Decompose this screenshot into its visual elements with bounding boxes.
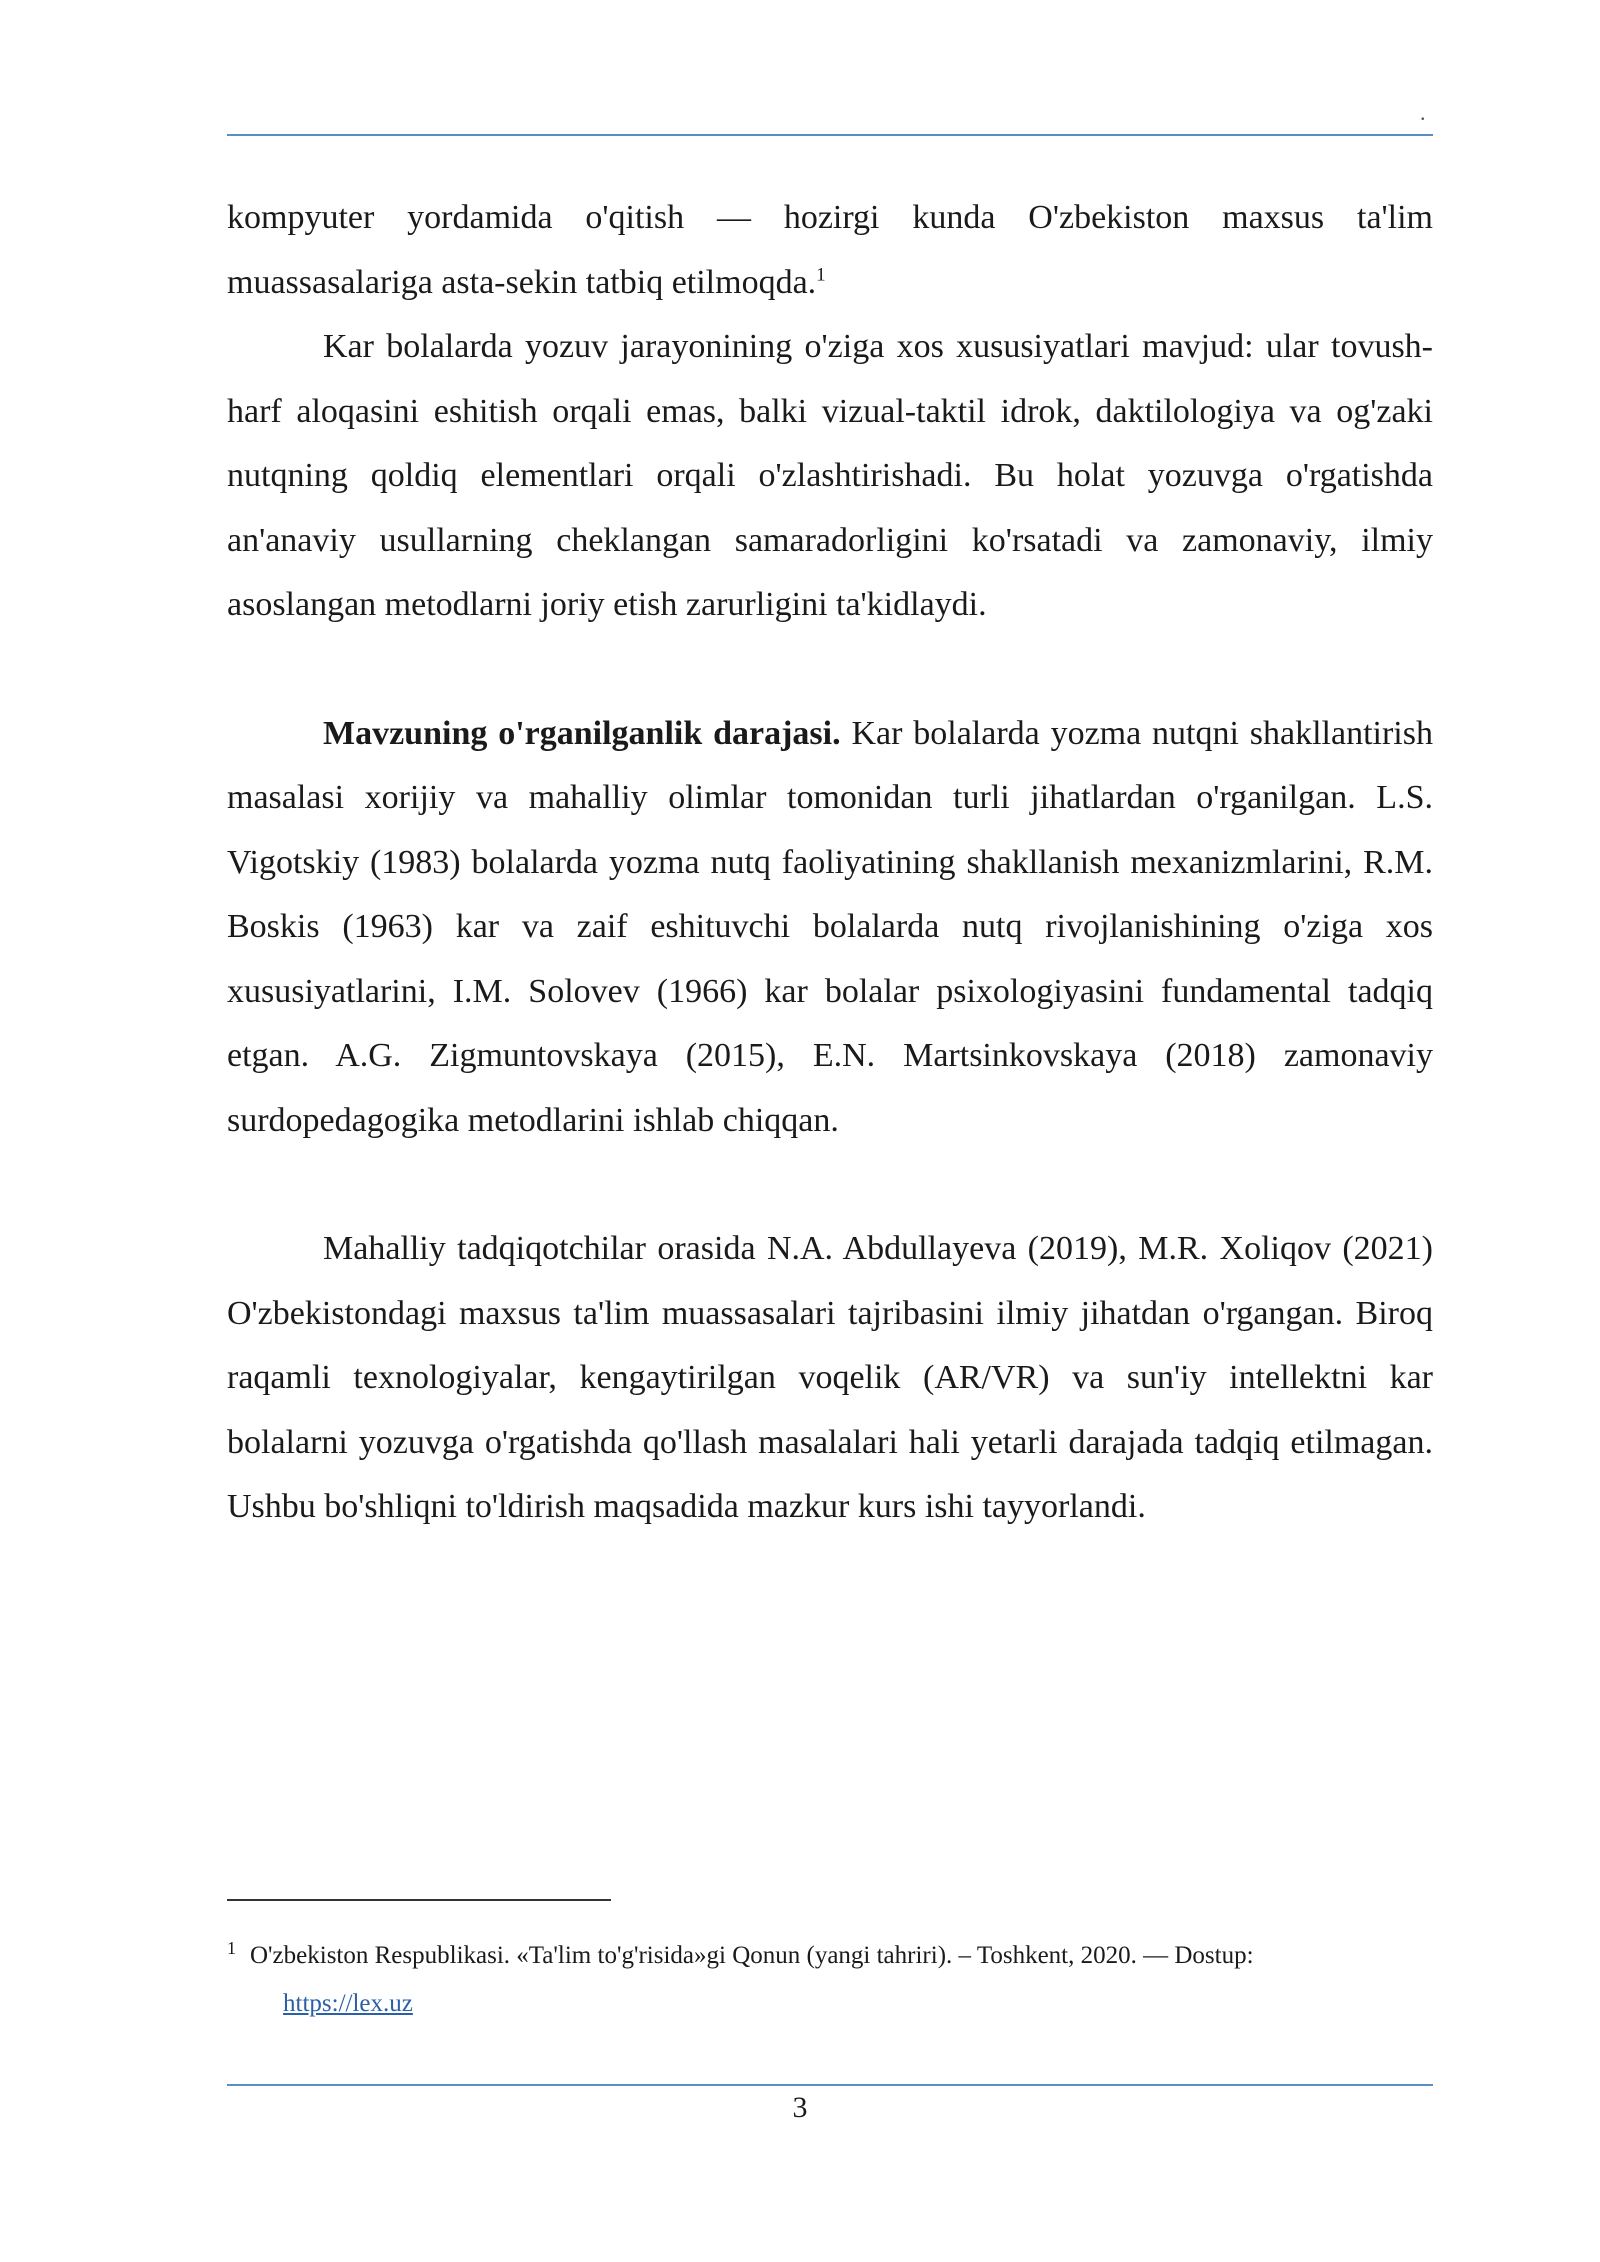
footnote-link[interactable]: https://lex.uz [283, 1990, 413, 2017]
header-mark: . [1420, 100, 1426, 125]
footnote-number: 1 [227, 1937, 236, 1958]
paragraph-3 [227, 702, 1433, 1154]
document-body [227, 186, 1433, 1540]
footnote-text: O'zbekiston Respublikasi. «Ta'lim to'g'risida»gi Qonun (yangi tahriri). – Toshkent, 2020. — Dostup: [250, 1942, 1254, 1969]
header-rule [227, 134, 1433, 136]
paragraph-1-text: kompyuter yordamida o'qitish — hozirgi kunda O'zbekiston maxsus ta'lim muassasalariga asta-sekin tatbiq etilmoqda. [227, 199, 1433, 301]
paragraph-3-text: Kar bolalarda yozma nutqni shakllantirish masalasi xorijiy va mahalliy olimlar tomonidan turli jihatlardan o'rganilgan. L.S. Vigotskiy (1983) bolalarda yozma nutq faoliyatining shakllanish mexanizmlarini, R.M. Boskis (1963) kar va zaif eshituvchi bolalarda nutq rivojlanishining o'ziga xos xususiyatlarini, I.M. Solovev (1966) kar bolalar psixologiyasini fundamental tadqiq etgan. A.G. Zigmuntovskaya (2015), E.N. Martsinkovskaya (2018) zamonaviy surdopedagogika metodlarini ishlab chiqqan. [227, 714, 1433, 1139]
paragraph-2: Kar bolalarda yozuv jarayonining o'ziga xos xususiyatlari mavjud: ular tovush-harf aloqasini eshitish orqali emas, balki vizual-taktil idrok, daktilologiya va og'zaki nutqning qoldiq elementlari orqali o'zlashtirishadi. Bu holat yozuvga o'rgatishda an'anaviy usullarning cheklangan samaradorligini ko'rsatadi va zamonaviy, ilmiy asoslangan metodlarni joriy etish zarurligini ta'kidlaydi. [227, 328, 1433, 623]
footnote-separator [227, 1899, 611, 1901]
page-number: 3 [792, 2091, 808, 2124]
paragraph-1 [227, 186, 1433, 315]
paragraph-4: Mahalliy tadqiqotchilar orasida N.A. Abdullayeva (2019), M.R. Xoliqov (2021) O'zbekistondagi maxsus ta'lim muassasalari tajribasini ilmiy jihatdan o'rgangan. Biroq raqamli texnologiyalar, kengaytirilgan voqelik (AR/VR) va sun'iy intellektni kar bolalarni yozuvga o'rgatishda qo'llash masalalari hali yetarli darajada tadqiq etilmagan. Ushbu bo'shliqni to'ldirish maqsadida mazkur kurs ishi tayyorlandi. [227, 1230, 1433, 1525]
footnote [227, 1932, 1433, 2028]
footnote-reference[interactable]: 1 [816, 264, 826, 286]
section-heading: Mavzuning o'rganilganlik darajasi. [323, 714, 841, 752]
